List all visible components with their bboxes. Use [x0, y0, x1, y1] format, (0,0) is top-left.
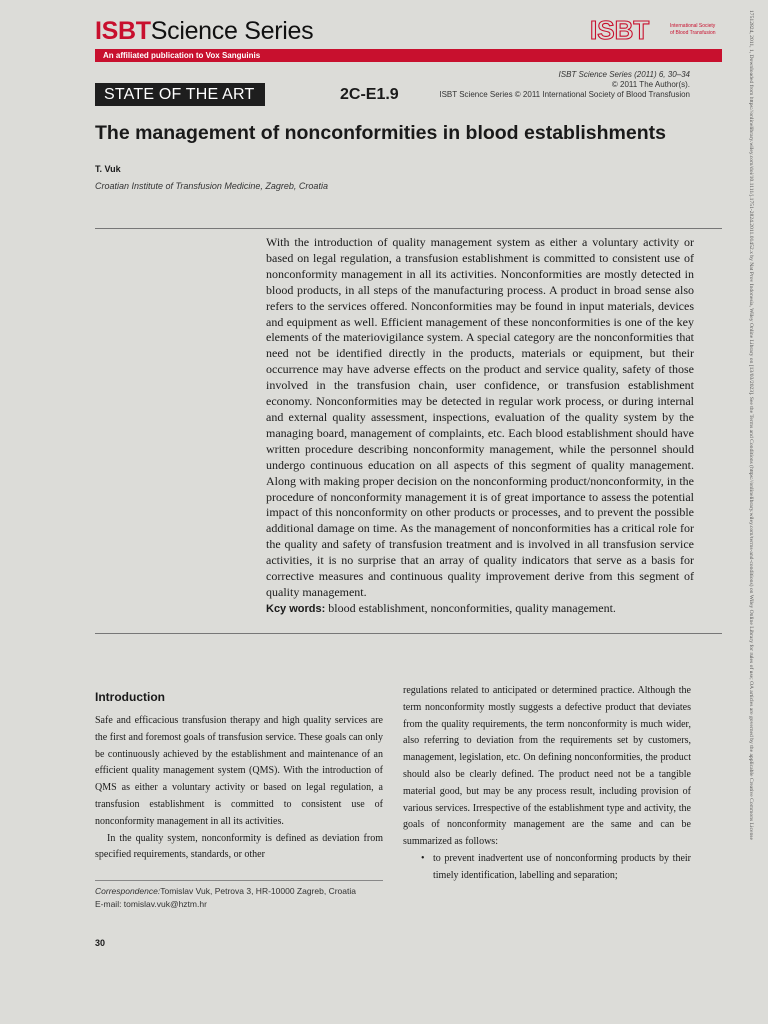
correspondence	[95, 885, 385, 911]
keywords-text: blood establishment, nonconformities, quality management.	[328, 600, 616, 615]
intro-paragraph-2: In the quality system, nonconformity is defined as deviation from specified requirements, standards, or other	[95, 832, 383, 861]
abstract-text: With the introduction of quality management system as either a voluntary activity or based on legal regulation, a transfusion establishment is committed to consistent use of nonconformity management in all its activities. Nonconformities are mostly detected in blood products, in all steps of the manufacturing process. A product in broad sense also refers to the services offered. Nonconformities may be found in input materials, devices and equipment as well. Efficient management of these nonconformities is one of the key elements of the materiovigilance system. A special category are the nonconformities that need not be identified directly in the products, materials or equipment, but their occurrence may have adverse effects on the product and service quality, safety of those involved in the transfusion chain, user confidence, or transfusion establishment economy. Nonconformities may be detected in regular work process, or during internal and external quality assessment, inspections, evaluation of the quality system by the managing board, management of complaints, etc. Each blood establishment should have written procedure describing nonconformity management, while the personnel should undergo continuous education on all aspects of this segment of quality management. Along with making proper decision on the nonconforming product/nonconformity, in the procedure of nonconformity management it is of great importance to assess the potential impact of this nonconformity on other products or processes, and to prevent the possible additional damage on time. As the management of nonconformities has a critical role for the quality and safety of transfusion treatment and is involved in all transfusion service activities, it is no surprise that an array of quality indicators that serve as a basis for corrective measures and continuous quality improvement derive from this segment of quality management.	[266, 235, 694, 599]
abstract	[266, 235, 694, 618]
correspondence-line	[95, 885, 385, 898]
keywords-line	[266, 601, 694, 618]
side-note-text: 17512824, 2011, 1, Downloaded from https://onlinelibrary.wiley.com/doi/10.1111/j.1751-2824.2011.01452.x by Nat Prov Indonesia, Wiley Online Library on [13/03/2023]. See the Terms and Conditions (https://onlinelibrary.wiley.com/terms-and-conditions) on Wiley Online Library for rules of use; OA articles are governed by the applicable Creative Commons License	[748, 10, 754, 840]
logo-subtitle-1: International Society	[670, 23, 716, 29]
author-name: T. Vuk	[95, 164, 121, 174]
article-code: 2C-E1.9	[340, 86, 399, 103]
isbt-logo	[586, 14, 721, 46]
copyright-author: © 2011 The Author(s).	[611, 80, 690, 89]
download-side-note	[740, 10, 758, 1014]
body-column-right	[403, 683, 691, 885]
bullet-icon: •	[421, 852, 425, 864]
journal-info	[439, 70, 690, 100]
author-affiliation: Croatian Institute of Transfusion Medicine, Zagreb, Croatia	[95, 181, 328, 191]
page-number: 30	[95, 938, 106, 948]
keywords-label: Kcy words:	[266, 602, 326, 615]
goal-bullet-1	[421, 851, 691, 885]
article-title: The management of nonconformities in blood establishments	[95, 122, 666, 144]
brand-isbt: ISBT	[95, 17, 151, 45]
correspondence-email: E-mail: tomislav.vuk@hztm.hr	[95, 899, 207, 909]
correspondence-address: Tomislav Vuk, Petrova 3, HR-10000 Zagreb, Croatia	[160, 886, 356, 896]
right-paragraph-1: regulations related to anticipated or determined practice. Although the term nonconformity mostly suggests a defective product that deviates from the quality requirements, the term nonconformity is much wider, also referring to deviation from the requirements set by customers, management, legislation, etc. On defining nonconformities, the product should also be clearly defined. The product need not be a tangible material good, but may be any process result, including provision of various services. Irrespective of the establishment type and activity, the goals of nonconformity management are the same and can be summarized as follows:	[403, 685, 691, 848]
logo-wordmark: ISBT	[590, 15, 650, 45]
section-banner: STATE OF THE ART	[95, 83, 265, 106]
journal-brand	[95, 16, 313, 46]
goal-bullet-text: to prevent inadvertent use of nonconforming products by their timely identification, labelling and separation;	[433, 852, 691, 881]
footnote-rule	[95, 880, 383, 881]
journal-citation: ISBT Science Series (2011) 6, 30–34	[558, 70, 690, 79]
abstract-bottom-rule	[95, 633, 722, 634]
correspondence-label: Correspondence:	[95, 886, 161, 896]
brand-series: Science Series	[150, 17, 314, 45]
intro-paragraph-1: Safe and efficacious transfusion therapy and high quality services are the first and foremost goals of transfusion service. These goals can only be continuously achieved by the establishment and maintenance of an efficient quality management system (QMS). With the introduction of QMS as either a voluntary activity or based on legal regulation, a transfusion establishment is committed to consistent use of nonconformity management in all its activities.	[95, 715, 383, 827]
body-column-left	[95, 688, 383, 864]
logo-subtitle-2: of Blood Transfusion	[670, 30, 716, 36]
copyright-society: ISBT Science Series © 2011 International Society of Blood Transfusion	[439, 90, 690, 99]
affiliation-bar: An affiliated publication to Vox Sanguinis	[95, 49, 722, 62]
abstract-top-rule	[95, 228, 722, 229]
introduction-heading: Introduction	[95, 690, 165, 704]
